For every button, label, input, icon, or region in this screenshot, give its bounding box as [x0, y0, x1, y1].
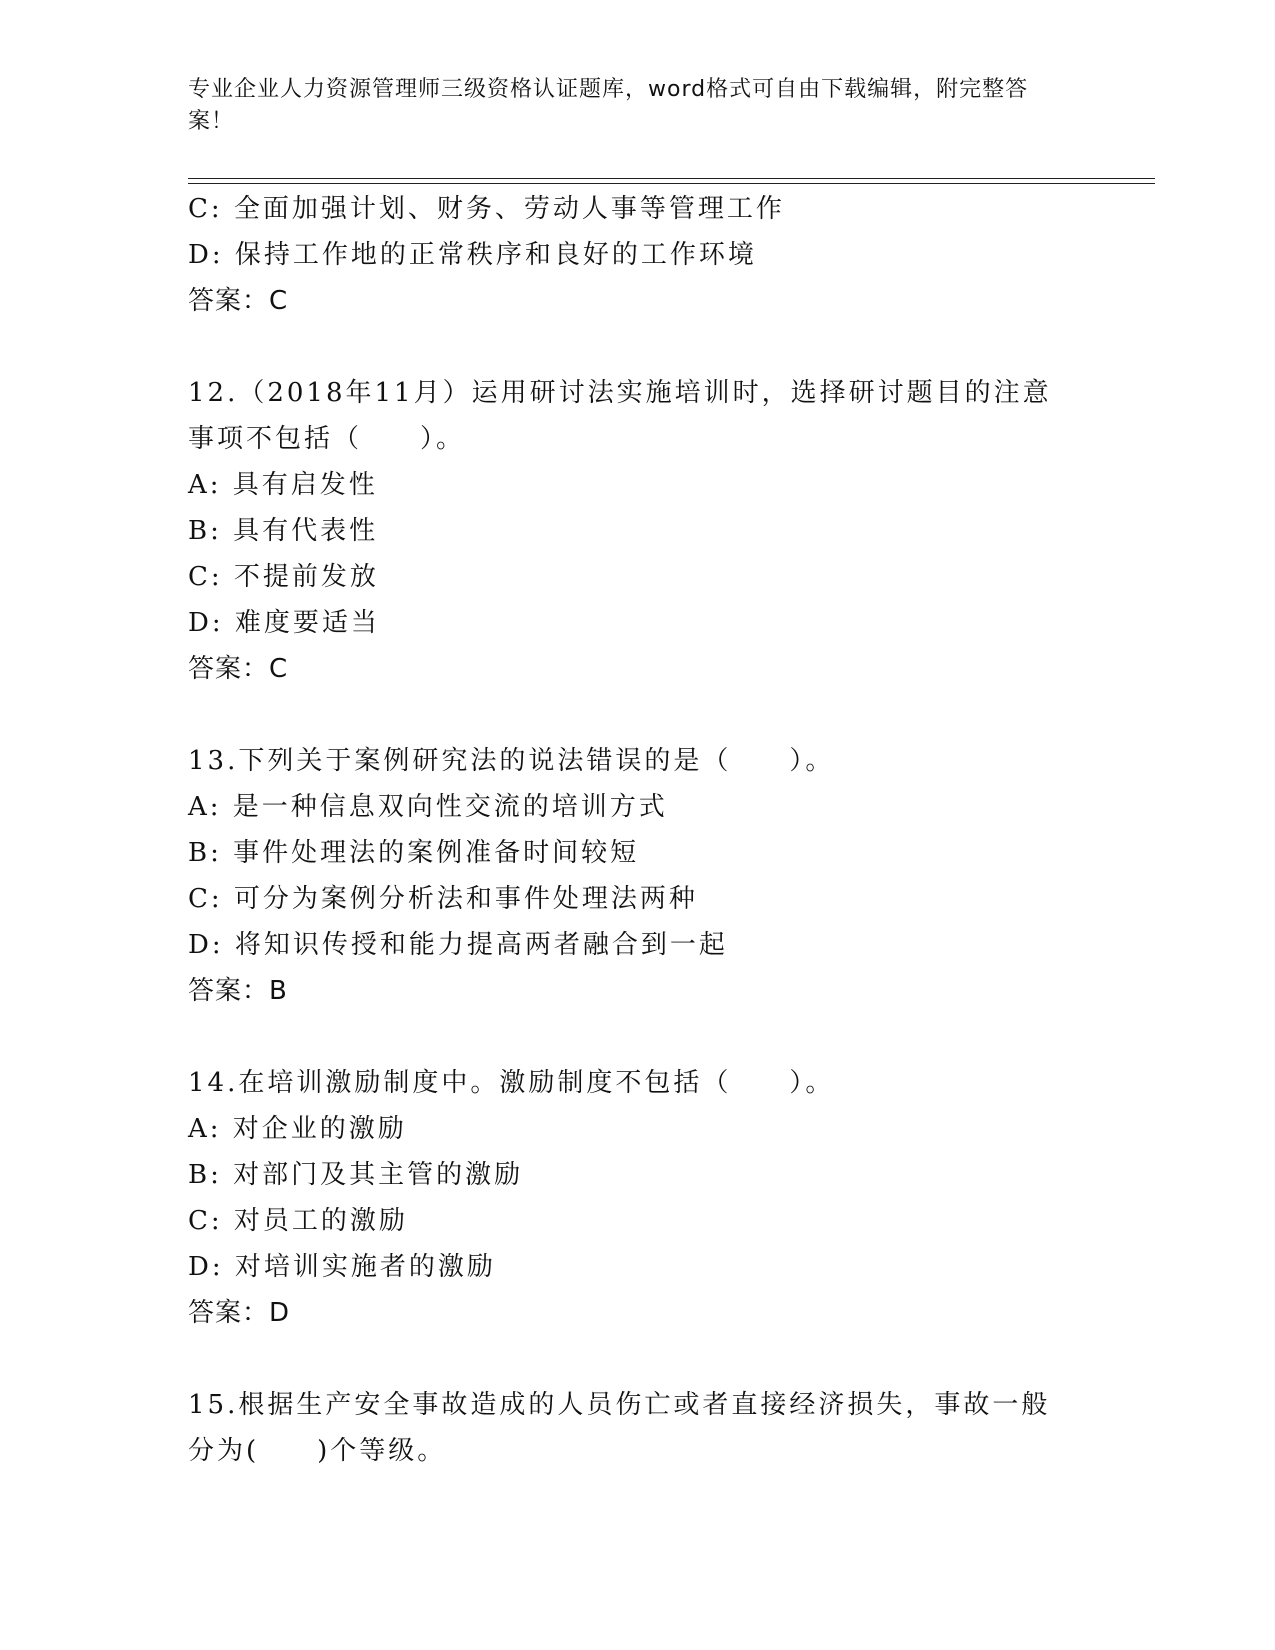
question-14	[188, 1060, 1088, 1336]
question-stem: 13.下列关于案例研究法的说法错误的是（ ）。	[188, 746, 835, 776]
document-body	[188, 186, 1088, 1474]
answer-line: 答案：B	[188, 976, 288, 1006]
option-b: B: 对部门及其主管的激励	[188, 1160, 524, 1190]
question-stem: 12.（2018年11月）运用研讨法实施培训时，选择研讨题目的注意事项不包括（ ）。	[188, 378, 1052, 454]
header-divider-top	[188, 178, 1155, 179]
question-stem: 14.在培训激励制度中。激励制度不包括（ ）。	[188, 1068, 835, 1098]
option-c: C: 可分为案例分析法和事件处理法两种	[188, 884, 698, 914]
question-12	[188, 370, 1088, 692]
option-d: D: 对培训实施者的激励	[188, 1252, 496, 1282]
answer-line: 答案：C	[188, 654, 289, 684]
question-15	[188, 1382, 1088, 1474]
option-d: D: 保持工作地的正常秩序和良好的工作环境	[188, 240, 757, 270]
option-d: D: 难度要适当	[188, 608, 380, 638]
option-c: C: 对员工的激励	[188, 1206, 408, 1236]
option-a: A: 对企业的激励	[188, 1114, 407, 1144]
option-c: C: 全面加强计划、财务、劳动人事等管理工作	[188, 194, 785, 224]
option-a: A: 具有启发性	[188, 470, 378, 500]
answer-line: 答案：C	[188, 286, 289, 316]
option-c: C: 不提前发放	[188, 562, 379, 592]
answer-line: 答案：D	[188, 1298, 291, 1328]
option-b: B: 具有代表性	[188, 516, 379, 546]
question-stem: 15.根据生产安全事故造成的人员伤亡或者直接经济损失，事故一般分为( )个等级。	[188, 1390, 1051, 1466]
option-b: B: 事件处理法的案例准备时间较短	[188, 838, 640, 868]
header-divider-bottom	[188, 183, 1155, 184]
option-d: D: 将知识传授和能力提高两者融合到一起	[188, 930, 728, 960]
question-13	[188, 738, 1088, 1014]
document-header: 专业企业人力资源管理师三级资格认证题库，word格式可自由下载编辑，附完整答案！	[188, 77, 1029, 134]
question-11-continued	[188, 186, 1088, 324]
option-a: A: 是一种信息双向性交流的培训方式	[188, 792, 668, 822]
